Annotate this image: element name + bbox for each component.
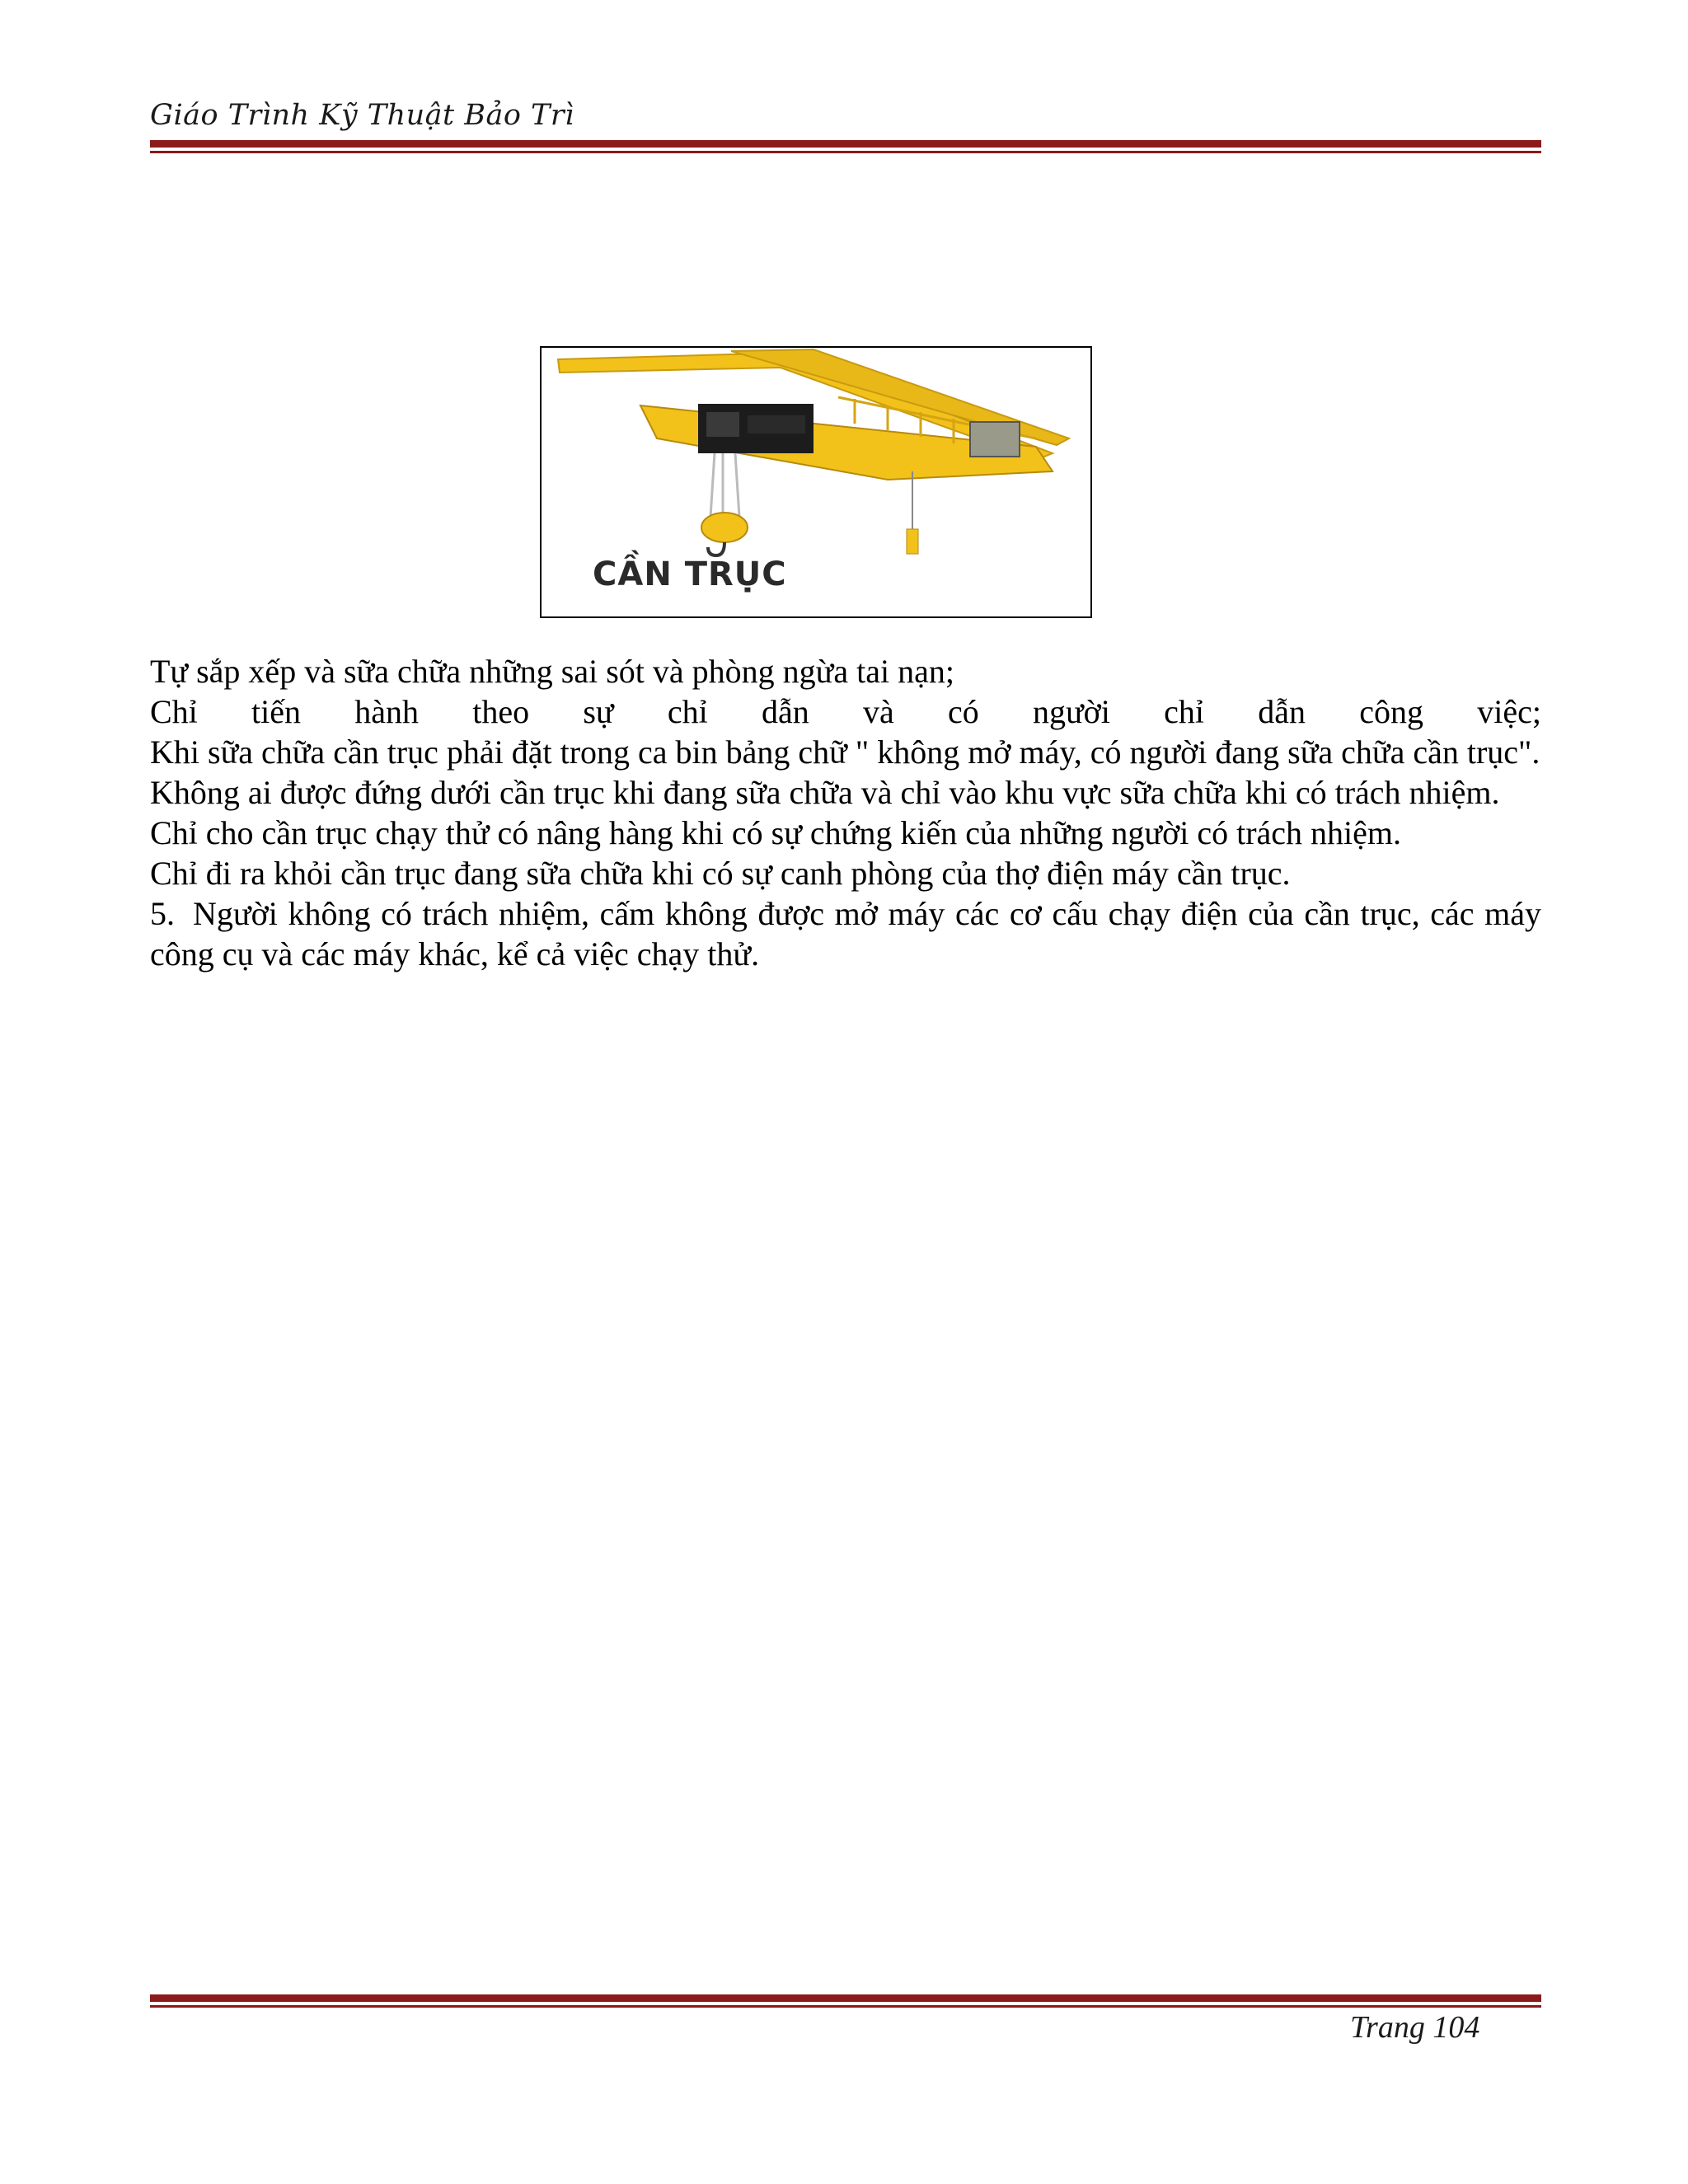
header-rule: [150, 140, 1541, 153]
hook-icon: [708, 542, 724, 555]
hook-block: [701, 513, 748, 542]
header-title: Giáo Trình Kỹ Thuật Bảo Trì: [150, 99, 574, 132]
figure-caption: CẦN TRỤC: [593, 555, 787, 593]
paragraph-1: Tự sắp xếp và sữa chữa những sai sót và phòng ngừa tai nạn;: [150, 653, 954, 690]
paragraph-7: [150, 893, 1541, 974]
hoist-cables: [710, 453, 739, 517]
paragraph-7-text: Người không có trách nhiệm, cấm không được mở máy các cơ cấu chạy điện của cần trục, các máy công cụ và các máy khác, kể cả việc chạy thử.: [150, 895, 1541, 972]
paragraph-2: Chỉ tiến hành theo sự chỉ dẫn và có người chỉ dẫn công việc;: [150, 693, 1541, 730]
paragraph-6: Chỉ đi ra khỏi cần trục đang sữa chữa khi có sự canh phòng của thợ điện máy cần trục.: [150, 855, 1291, 892]
crane-figure: [540, 346, 1092, 618]
list-number: 5.: [150, 895, 175, 932]
body-text: [150, 651, 1541, 974]
paragraph-5: Chỉ cho cần trục chạy thử có nâng hàng khi có sự chứng kiến của những người có trách nhiệm.: [150, 814, 1402, 851]
control-cabinet: [970, 422, 1020, 457]
paragraph-3: Khi sữa chữa cần trục phải đặt trong ca bin bảng chữ " không mở máy, có người đang sữa chữa cần trục".: [150, 733, 1540, 771]
pendant-control: [907, 529, 918, 554]
footer-rule: [150, 1994, 1541, 2008]
paragraph-4: Không ai được đứng dưới cần trục khi đang sữa chữa và chỉ vào khu vực sữa chữa khi có trách nhiệm.: [150, 774, 1500, 811]
page-number: Trang 104: [1350, 2010, 1480, 2045]
